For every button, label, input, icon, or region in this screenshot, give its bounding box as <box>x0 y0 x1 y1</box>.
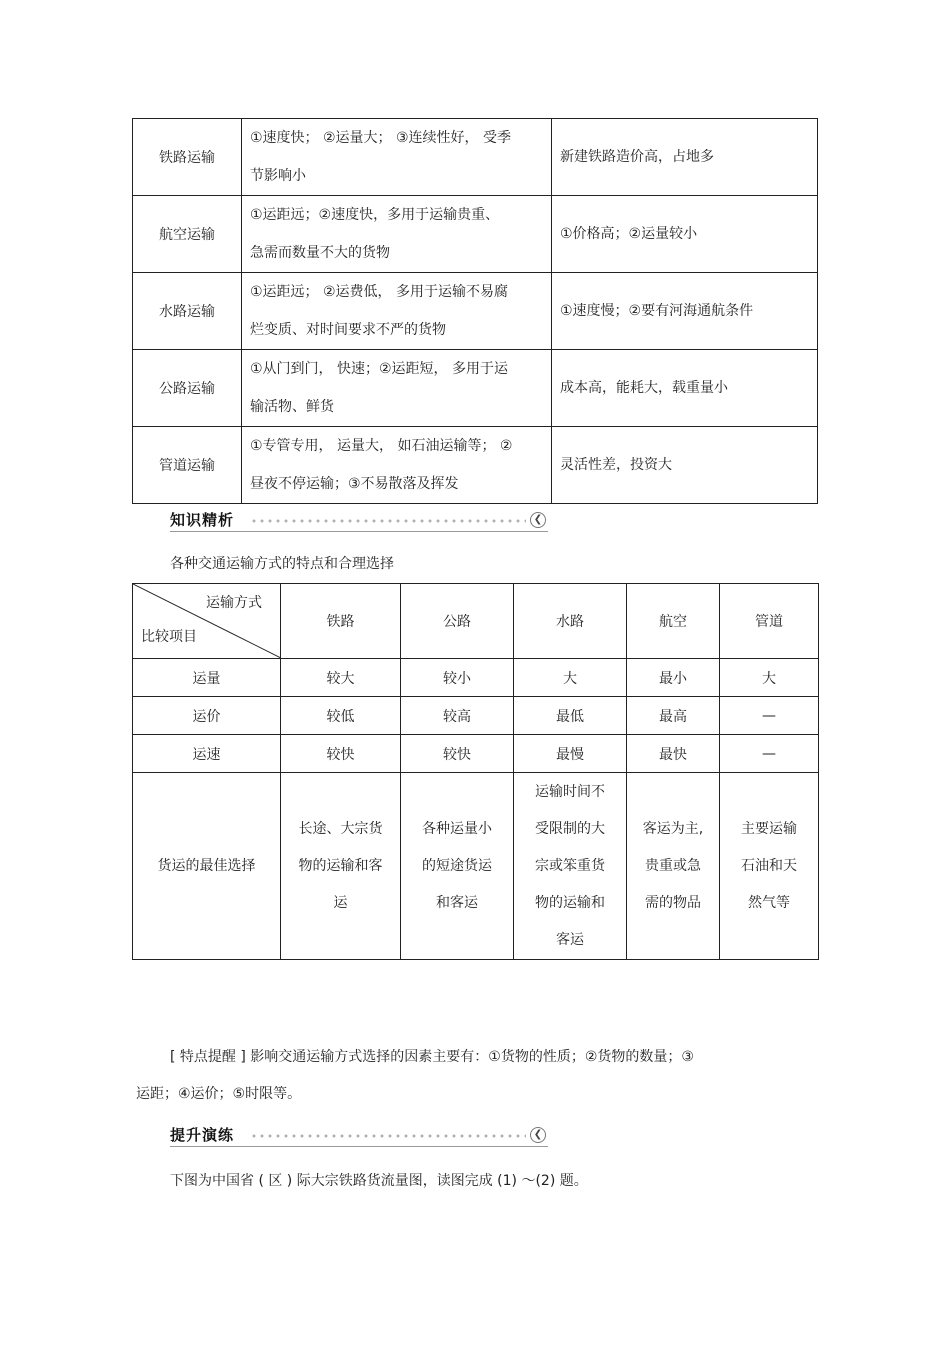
disadvantages-cell: ①速度慢；②要有河海通航条件 <box>552 273 818 350</box>
table-cell: 大 <box>514 659 627 697</box>
row-label: 运价 <box>133 697 281 735</box>
section-header-knowledge <box>170 509 548 532</box>
row-label: 运速 <box>133 735 281 773</box>
column-header: 铁路 <box>281 584 401 659</box>
disadvantages-cell: 成本高，能耗大，载重量小 <box>552 350 818 427</box>
section-title: 知识精析 <box>170 511 235 529</box>
table-header-row <box>133 584 819 659</box>
column-header: 航空 <box>627 584 720 659</box>
section-intro: 下图为中国省 ( 区 ) 际大宗铁路货流量图，读图完成 (1) ～(2) 题。 <box>170 1173 588 1189</box>
transport-mode-cell: 铁路运输 <box>133 119 242 196</box>
dotted-divider <box>250 519 526 523</box>
table-row <box>133 773 819 960</box>
table-cell: 较小 <box>401 659 514 697</box>
section-header-practice <box>170 1124 548 1147</box>
column-header: 管道 <box>720 584 819 659</box>
section-intro: 各种交通运输方式的特点和合理选择 <box>170 556 394 572</box>
transport-mode-cell: 航空运输 <box>133 196 242 273</box>
table-cell: 客运为主, 贵重或急 需的物品 <box>627 773 720 960</box>
table-cell: 最快 <box>627 735 720 773</box>
transport-pros-cons-table <box>132 118 818 504</box>
table-cell: 最小 <box>627 659 720 697</box>
table-cell: 大 <box>720 659 819 697</box>
row-label: 运量 <box>133 659 281 697</box>
advantages-cell: ①速度快； ②运量大； ③连续性好， 受季 节影响小 <box>242 119 552 196</box>
transport-mode-cell: 公路运输 <box>133 350 242 427</box>
table-row <box>133 273 818 350</box>
table-cell: — <box>720 697 819 735</box>
advantages-cell: ①专管专用， 运量大， 如石油运输等； ② 昼夜不停运输；③不易散落及挥发 <box>242 427 552 504</box>
table-cell: — <box>720 735 819 773</box>
table-cell: 较快 <box>401 735 514 773</box>
table-row <box>133 196 818 273</box>
table-row <box>133 735 819 773</box>
table-row <box>133 427 818 504</box>
table-row <box>133 350 818 427</box>
row-label: 货运的最佳选择 <box>133 773 281 960</box>
table-cell: 较快 <box>281 735 401 773</box>
chevron-left-icon: ❮ <box>530 512 546 528</box>
table-cell: 较低 <box>281 697 401 735</box>
disadvantages-cell: 新建铁路造价高，占地多 <box>552 119 818 196</box>
advantages-cell: ①运距远；②速度快，多用于运输贵重、 急需而数量不大的货物 <box>242 196 552 273</box>
disadvantages-cell: ①价格高；②运量较小 <box>552 196 818 273</box>
corner-label-bottom: 比较项目 <box>141 629 197 645</box>
diagonal-header-cell <box>133 584 281 659</box>
section-title: 提升演练 <box>170 1126 235 1144</box>
table-cell: 各种运量小 的短途货运 和客运 <box>401 773 514 960</box>
transport-comparison-table <box>132 583 819 960</box>
advantages-cell: ①从门到门， 快速；②运距短， 多用于运 输活物、鲜货 <box>242 350 552 427</box>
table-cell: 运输时间不 受限制的大 宗或笨重货 物的运输和 客运 <box>514 773 627 960</box>
disadvantages-cell: 灵活性差，投资大 <box>552 427 818 504</box>
advantages-cell: ①运距远； ②运费低， 多用于运输不易腐 烂变质、对时间要求不严的货物 <box>242 273 552 350</box>
chevron-left-icon: ❮ <box>530 1127 546 1143</box>
table-row <box>133 119 818 196</box>
transport-mode-cell: 水路运输 <box>133 273 242 350</box>
table-cell: 最低 <box>514 697 627 735</box>
table-cell: 较高 <box>401 697 514 735</box>
table-cell: 最慢 <box>514 735 627 773</box>
table-cell: 长途、大宗货 物的运输和客 运 <box>281 773 401 960</box>
table-cell: 主要运输 石油和天 然气等 <box>720 773 819 960</box>
dotted-divider <box>250 1134 526 1138</box>
table-cell: 较大 <box>281 659 401 697</box>
corner-label-top: 运输方式 <box>206 595 262 611</box>
transport-mode-cell: 管道运输 <box>133 427 242 504</box>
column-header: 公路 <box>401 584 514 659</box>
tip-line-2: 运距；④运价；⑤时限等。 <box>136 1086 302 1102</box>
tip-line-1: [ 特点提醒 ] 影响交通运输方式选择的因素主要有：①货物的性质；②货物的数量；③ <box>170 1049 694 1065</box>
table-row <box>133 659 819 697</box>
table-cell: 最高 <box>627 697 720 735</box>
column-header: 水路 <box>514 584 627 659</box>
table-row <box>133 697 819 735</box>
